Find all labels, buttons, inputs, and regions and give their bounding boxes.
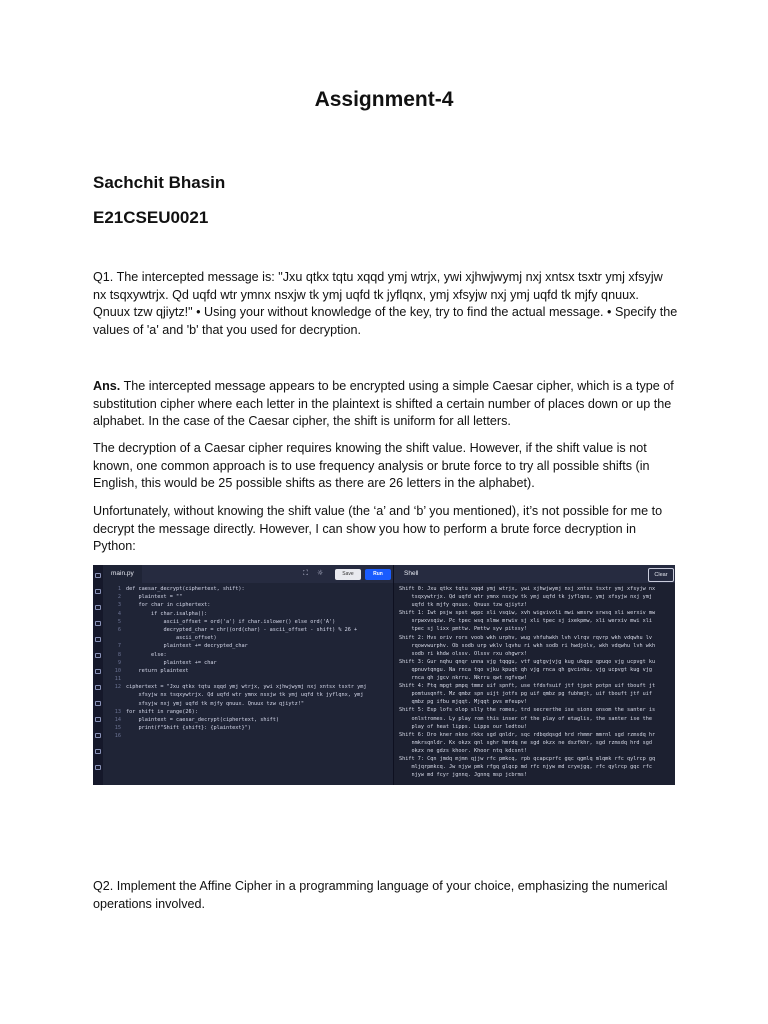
question-1: Q1. The intercepted message is: "Jxu qtkx tqtu xqqd ymj wtrjx, ywi xjhwjwymj nxj xntsx tsxtr ymj xfsyjw nx tsqxywtrjx. Qd uqfd wtr ymnx nsxjw tk ymj uqfd tk jyflqnx, ymj xfsyjw nxj ymj uqfd tk mjfy qnuux. Qnuux tzw qjiytz!" • Using your without knowledge of the key, try to find the actual message. • Specify the values of 'a' and 'b' that you used for decryption.	[93, 270, 678, 337]
shell-line: qpnuvtqngu. Na rnca tqo vjku kpuqt qh vjg rnca qh gvcinku, vjg ucpvgt kug vjg	[399, 666, 652, 673]
line-number: 15	[114, 725, 121, 732]
code-text: return plaintext	[126, 667, 189, 674]
code-line	[103, 667, 393, 675]
theme-icon[interactable]: ☼	[317, 569, 324, 577]
ts-icon[interactable]	[95, 637, 101, 642]
line-number: 4	[117, 610, 121, 617]
code-line	[103, 618, 393, 626]
line-number: 13	[114, 708, 121, 715]
shell-line: nmkrsqnldr. Kx okzx qnl sghr hmrdq ne sgd okzx ne dszfkhr, sgd rzmsdq hrd sgd	[399, 739, 652, 746]
line-number: 8	[117, 651, 121, 658]
answer-paragraph-2: The decryption of a Caesar cipher requires knowing the shift value. However, if the shift value is not known, one common approach is to use frequency analysis or brute force to try all possible shifts (in English, this would be 25 possible shifts as there are 26 letters in the alphabet).	[93, 441, 650, 491]
line-number: 7	[117, 643, 121, 650]
shell-line: mljqrpmkcq. Jw njyw pmk rfgq glqcp md rfc njyw md cryejgq, rfc qylrcp gqc rfc	[399, 764, 652, 771]
code-line	[103, 642, 393, 650]
code-line	[103, 601, 393, 609]
ruby-icon[interactable]	[95, 733, 101, 738]
line-number: 2	[117, 594, 121, 601]
code-text: plaintext = ""	[126, 594, 183, 601]
page-title: Assignment-4	[314, 88, 454, 111]
code-line	[103, 724, 393, 732]
code-line	[103, 708, 393, 716]
line-number: 16	[114, 733, 121, 740]
code-line	[103, 732, 393, 740]
line-number: 1	[117, 586, 121, 592]
code-line	[103, 675, 393, 683]
line-number: 5	[117, 618, 121, 625]
shell-line: uqfd tk mjfy qnuux. Qnuux tzw qjiytz!	[399, 602, 528, 609]
code-line	[103, 634, 393, 642]
code-text: print(f"Shift {shift}: {plaintext}")	[126, 725, 251, 732]
line-number: 11	[114, 676, 121, 683]
code-editor[interactable]	[103, 565, 393, 785]
shell-title: Shell	[404, 570, 419, 577]
answer-label: Ans.	[93, 379, 121, 393]
code-line	[103, 593, 393, 601]
save-button[interactable]: Save	[335, 569, 361, 580]
shell-output	[399, 585, 673, 779]
html-icon[interactable]	[95, 605, 101, 610]
clear-button[interactable]: Clear	[648, 568, 674, 582]
shell-line: tpec sj lixx pmttw. Pmttw syv pitxsy!	[399, 626, 528, 633]
shell-line: rqowvwurphv. Ob sodb urp wklv lqvhu ri wkh sodb ri hwdjolv, wkh vdqwhu lvh wkh	[399, 642, 656, 649]
roll-number: E21CSEU0021	[93, 208, 209, 227]
shell-line: tsqxywtrjx. Qd uqfd wtr ymnx nsxjw tk ymj uqfd tk jyflqnx, ymj xfsyjw nxj ymj	[399, 594, 652, 601]
code-text: for shift in range(26):	[126, 708, 198, 715]
code-line	[103, 610, 393, 618]
fullscreen-icon[interactable]: ⛶	[303, 569, 308, 577]
shell-line: Shift 7: Cqn jmdq mjmn qjjw rfc pmkcq, rpb qcapcprfc gqc qgmlq mlqmk rfc qylrcp gq	[399, 755, 656, 762]
line-number: 12	[114, 684, 121, 691]
code-line	[103, 716, 393, 724]
run-button[interactable]: Run	[365, 569, 391, 580]
js-icon[interactable]	[95, 621, 101, 626]
code-text: if char.isalpha():	[126, 610, 208, 617]
code-text: plaintext += decrypted_char	[126, 643, 248, 650]
code-line	[103, 626, 393, 634]
code-line	[103, 585, 393, 593]
code-area[interactable]	[103, 585, 393, 741]
shell-line: qmbz pg ifbu mjqqt. Mjqqt pvs mfeupv!	[399, 699, 528, 706]
shell-line: rnca qh jgcv nkrru. Nkrru qwt ngfvqw!	[399, 675, 528, 682]
line-number: 9	[117, 659, 121, 666]
python-icon[interactable]	[95, 589, 101, 594]
line-number: 14	[114, 717, 121, 723]
file-icon[interactable]	[95, 573, 101, 578]
code-line	[103, 651, 393, 659]
author-name: Sachchit Bhasin	[93, 173, 226, 192]
code-text: decrypted_char = chr((ord(char) - ascii_offset - shift) % 26 +	[126, 626, 358, 633]
code-text: ascii_offset)	[126, 635, 217, 642]
shell-line: Shift 5: Esp lofs olop slly the romes, trd secrerthe ise sions onsom the santer is	[399, 707, 656, 714]
shell-line: play of heat lipps. Lipps our ledtou!	[399, 723, 528, 730]
rust-icon[interactable]	[95, 685, 101, 690]
question-2: Q2. Implement the Affine Cipher in a programming language of your choice, emphasizing the numerical operations involved.	[93, 879, 668, 911]
code-line	[103, 700, 393, 708]
swift-icon[interactable]	[95, 717, 101, 722]
shell-line: njyw md fcyr jgnnq. Jgnnq msp jcbrms!	[399, 772, 528, 779]
shell-line: onlstromes. Ly play rom this inser of the play of etaglis, the santer ise the	[399, 715, 652, 722]
editor-toolbar	[103, 565, 393, 583]
code-line	[103, 683, 393, 691]
shell-line: sodb ri khdw olssv. Olssv rxu ohgwrx!	[399, 650, 528, 657]
ide-screenshot	[93, 565, 675, 785]
file-tab[interactable]: main.py	[103, 565, 142, 583]
answer-text-1: The intercepted message appears to be encrypted using a simple Caesar cipher, which is a type of substitution cipher where each letter in the plaintext is shifted a certain number of places down or up the alphabet. In the case of the Caesar cipher, the shift is uniform for all letters.	[93, 379, 674, 429]
shell-line: Shift 1: Iwt psjw spst wppc xli vsqiw, xvh wigvivxli mwi wmsrw srwsq xli werxiv mw	[399, 610, 656, 617]
code-text: for char in ciphertext:	[126, 602, 211, 609]
kotlin-icon[interactable]	[95, 701, 101, 706]
shell-line: Shift 2: Hvs oriv rors voob wkh urphv, wug vhfuhwkh lvh vlrqv rqvrp wkh vdqwhu lv	[399, 634, 652, 641]
sql-icon[interactable]	[95, 765, 101, 770]
answer-paragraph-1	[93, 378, 678, 431]
shell-line: okzx ne gdzs khoor. Khoor ntq kdcsnt!	[399, 747, 528, 754]
shell-toolbar	[394, 565, 675, 583]
code-text: def caesar_decrypt(ciphertext, shift):	[126, 586, 245, 592]
go-icon[interactable]	[95, 669, 101, 674]
code-text: plaintext = caesar_decrypt(ciphertext, shift)	[126, 717, 280, 723]
shell-line: pomtusqnft. Mz qmbz spn uijt jotfs pg uif qmbz pg fubhmjt, uif tbouft jtf uif	[399, 691, 652, 698]
code-text: else:	[126, 651, 167, 658]
php-icon[interactable]	[95, 653, 101, 658]
ide-sidebar	[93, 565, 103, 785]
code-text: ciphertext = "Jxu qtkx tqtu xqqd ymj wtrjx, ywi xjhwjwymj nxj xntsx tsxtr ymj	[126, 684, 367, 691]
shell-line: Shift 6: Dro kner nkno rkkx sgd qnldr, sqc rdbqdqsgd hrd rhmmr mmrnl sgd rzmsdq hr	[399, 731, 656, 738]
line-number: 10	[114, 667, 121, 674]
shell-line: srpwxvsqiw. Pc tpec wsq xlmw mrwiv sj xli tpec sj ixekpmw, xli werxiv mwi xli	[399, 618, 652, 625]
line-number: 3	[117, 602, 121, 609]
code-text: xfsyjw nx tsqxywtrjx. Qd uqfd wtr ymnx nsxjw tk ymj uqfd tk jyflqnx, ymj	[126, 692, 364, 699]
shell-line: Shift 0: Jxu qtkx tqtu xqqd ymj wtrjx, ywi xjhwjwymj nxj xntsx tsxtr ymj xfsyjw nx	[399, 586, 656, 592]
shell-line: Shift 4: Ftq mpgt pmpq tmmz uif spnft, use tfdsfsuif jtf tjpot potpn uif tbouft jt	[399, 683, 656, 690]
answer-paragraph-3: Unfortunately, without knowing the shift value (the ‘a’ and ‘b’ you mentioned), it’s not possible for me to decrypt the message directly. However, I can show you how to perform a brute force decryption in Python:	[93, 504, 663, 554]
code-text: xfsyjw nxj ymj uqfd tk mjfy qnuux. Qnuux tzw qjiytz!"	[126, 700, 305, 707]
shell-panel	[393, 565, 675, 785]
code-text: ascii_offset = ord('a') if char.islower() else ord('A')	[126, 618, 336, 625]
shell-line: Shift 3: Gur nqhu qnqr unna vjg tqqgu, vtf ugtgvjvjg kug ukqpu qpuqo vjg ucpvgt ku	[399, 658, 656, 665]
code-line	[103, 659, 393, 667]
code-text: plaintext += char	[126, 659, 217, 666]
line-number: 6	[117, 626, 121, 633]
code-line	[103, 691, 393, 699]
r-icon[interactable]	[95, 749, 101, 754]
